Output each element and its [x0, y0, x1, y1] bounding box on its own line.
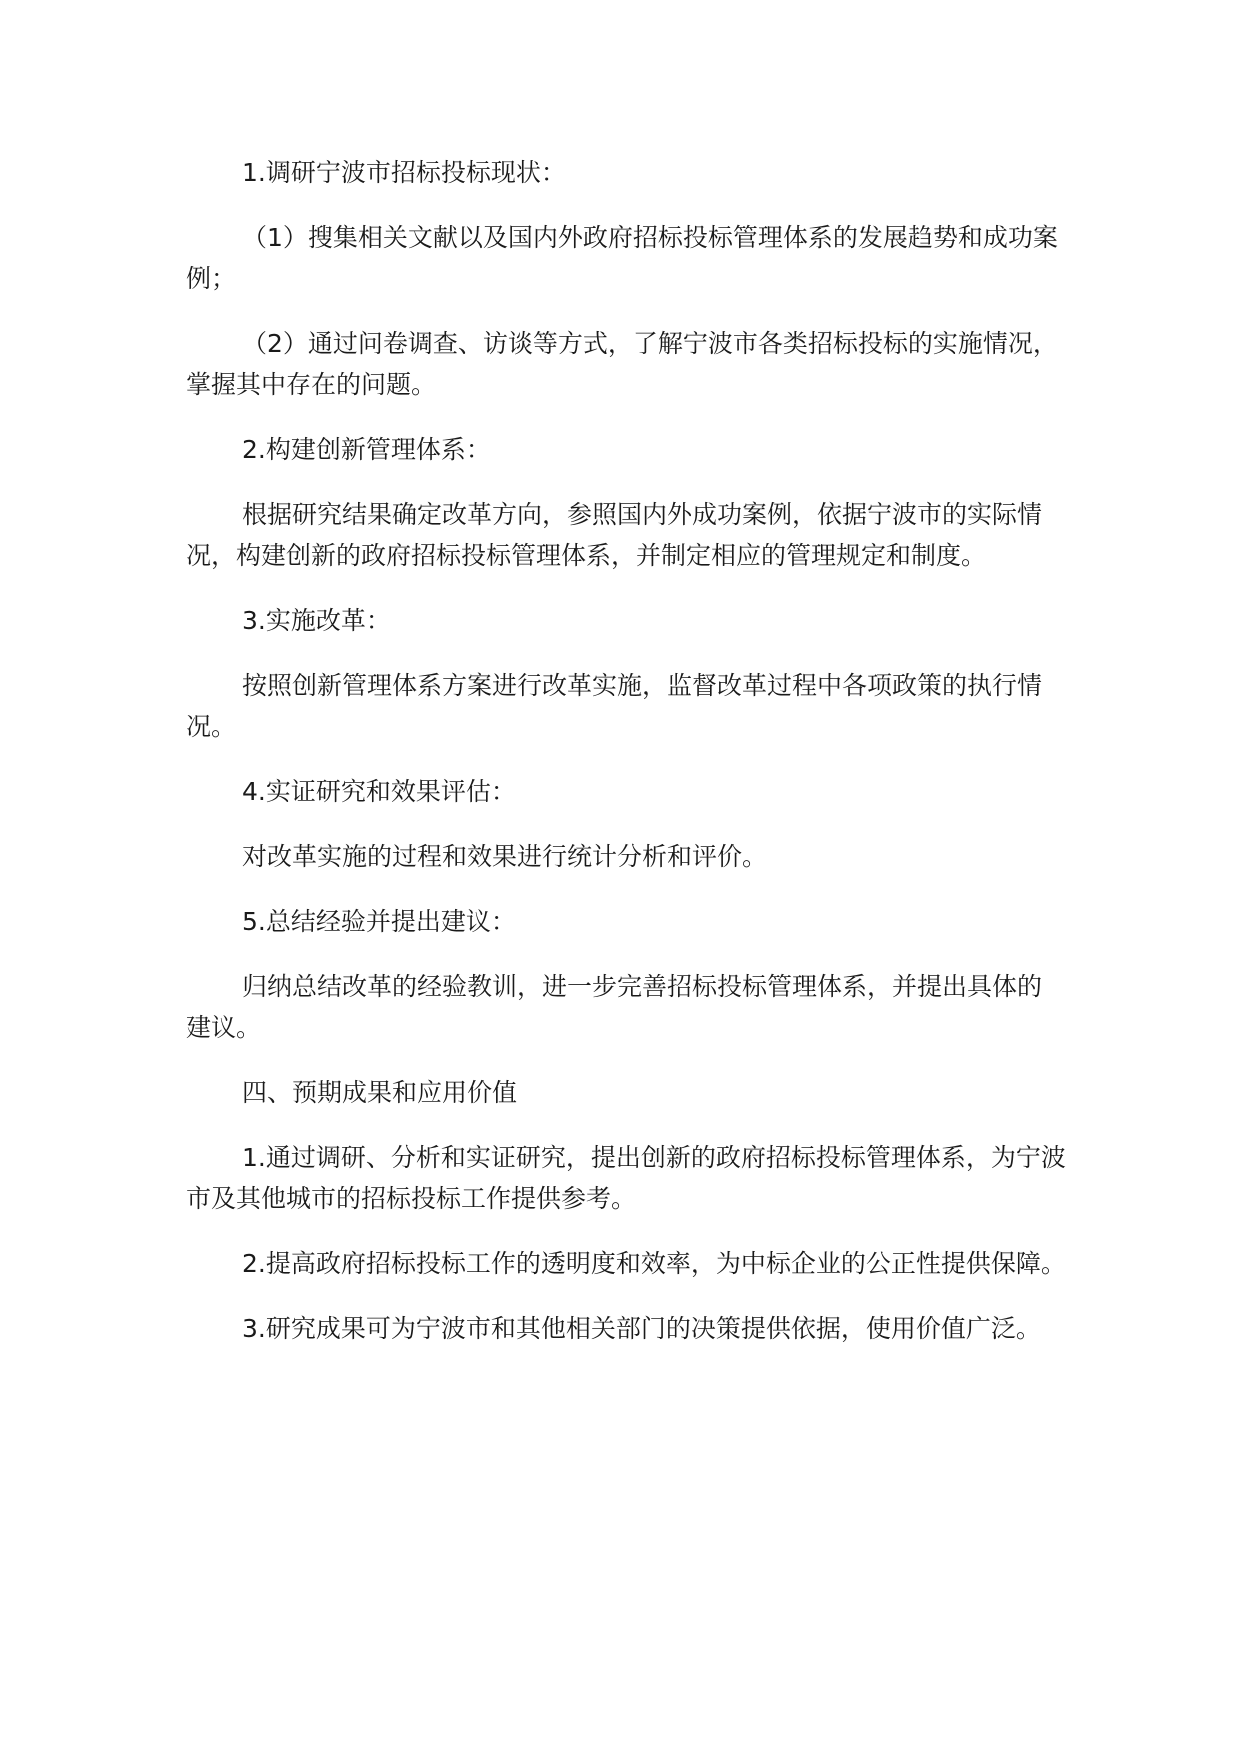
list-item-survey: （2）通过问卷调查、访谈等方式，了解宁波市各类招标投标的实施情况，掌握其中存在的问题。 [186, 329, 1058, 399]
section-heading-implement-reform: 3.实施改革： [242, 606, 391, 635]
paragraph-result-1: 1.通过调研、分析和实证研究，提出创新的政府招标投标管理体系，为宁波市及其他城市的招标投标工作提供参考。 [186, 1143, 1066, 1213]
section-heading-summary: 5.总结经验并提出建议： [242, 907, 516, 936]
section-heading-build-system: 2.构建创新管理体系： [242, 435, 491, 464]
section-heading-evaluation: 4.实证研究和效果评估： [242, 777, 516, 806]
paragraph-result-2: 2.提高政府招标投标工作的透明度和效率，为中标企业的公正性提供保障。 [242, 1249, 1066, 1278]
paragraph-evaluation: 对改革实施的过程和效果进行统计分析和评价。 [242, 842, 768, 871]
list-item-literature: （1）搜集相关文献以及国内外政府招标投标管理体系的发展趋势和成功案例； [186, 223, 1058, 293]
paragraph-result-3: 3.研究成果可为宁波市和其他相关部门的决策提供依据，使用价值广泛。 [242, 1314, 1041, 1343]
paragraph-summary: 归纳总结改革的经验教训，进一步完善招标投标管理体系，并提出具体的建议。 [186, 972, 1043, 1042]
chapter-heading-expected-results: 四、预期成果和应用价值 [242, 1078, 518, 1107]
section-heading-research-status: 1.调研宁波市招标投标现状： [242, 158, 566, 187]
paragraph-build-system: 根据研究结果确定改革方向，参照国内外成功案例，依据宁波市的实际情况，构建创新的政府招标投标管理体系，并制定相应的管理规定和制度。 [186, 500, 1043, 570]
paragraph-implement-reform: 按照创新管理体系方案进行改革实施，监督改革过程中各项政策的执行情况。 [186, 671, 1043, 741]
document-body [186, 152, 1066, 1373]
